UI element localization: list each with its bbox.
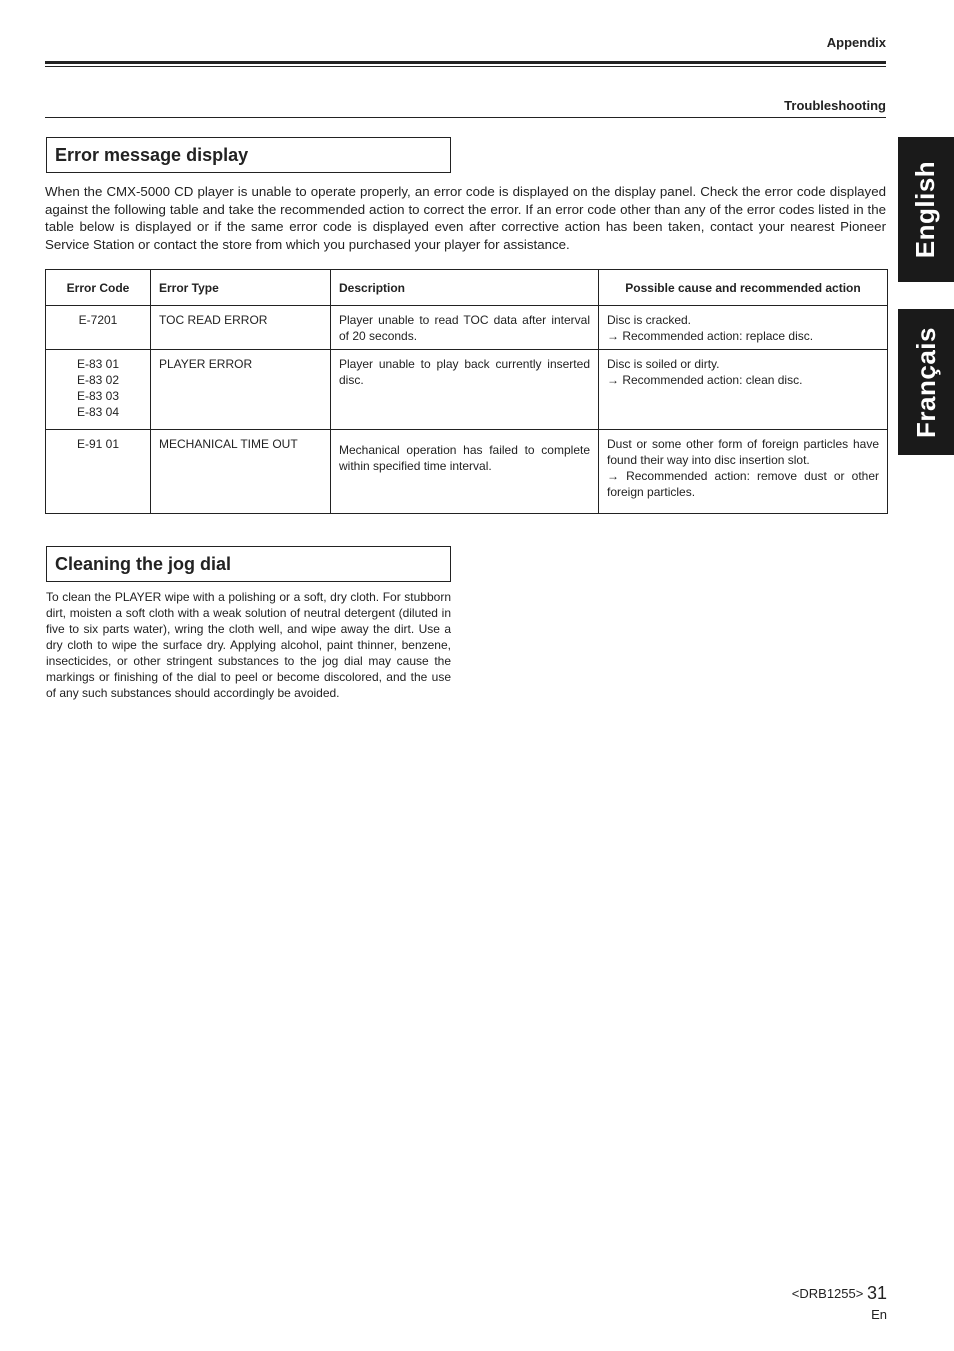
error-code: E-83 02 bbox=[76, 373, 120, 387]
description-cell bbox=[331, 306, 599, 350]
table-header-row bbox=[46, 270, 888, 306]
error-section-intro: When the CMX-5000 CD player is unable to operate properly, an error code is displayed on the display panel. Check the error code displayed against the following table and take the recommended action to correct the error. If an error code other than any of the error codes listed in the table below is displayed or if the same error code is displayed even after corrective action has been taken, contact your nearest Pioneer Service Station or contact the store from which you purchased your player for assistance. bbox=[45, 184, 886, 253]
error-description: Mechanical operation has failed to complete within specified time interval. bbox=[339, 443, 590, 473]
table-row bbox=[46, 350, 888, 430]
page-language: En bbox=[871, 1307, 887, 1322]
error-code-cell bbox=[46, 430, 151, 514]
col-header-cause: Possible cause and recommended action bbox=[599, 270, 888, 306]
recommended-action: → Recommended action: remove dust or other foreign particles. bbox=[607, 469, 879, 499]
section-rule bbox=[45, 117, 886, 118]
col-header-description: Description bbox=[331, 270, 599, 306]
error-code-cell bbox=[46, 306, 151, 350]
col-header-error-type: Error Type bbox=[151, 270, 331, 306]
error-type-cell bbox=[151, 350, 331, 430]
language-tab-francais-label: Français bbox=[910, 326, 941, 438]
description-cell bbox=[331, 350, 599, 430]
error-description: Player unable to read TOC data after interval of 20 seconds. bbox=[339, 313, 590, 343]
error-code-cell bbox=[46, 350, 151, 430]
col-header-error-code: Error Code bbox=[46, 270, 151, 306]
cause-cell bbox=[599, 306, 888, 350]
language-tab-english[interactable] bbox=[898, 137, 954, 282]
page-footer bbox=[700, 1283, 887, 1304]
error-type: MECHANICAL TIME OUT bbox=[159, 437, 298, 451]
error-code: E-7201 bbox=[78, 313, 118, 327]
language-tab-francais[interactable] bbox=[898, 309, 954, 455]
header-rule-thick bbox=[45, 61, 886, 64]
error-type-cell bbox=[151, 430, 331, 514]
chapter-header: Appendix bbox=[826, 35, 886, 50]
error-code: E-83 03 bbox=[76, 389, 120, 403]
cause-text: Dust or some other form of foreign particles have found their way into disc insertion slot. bbox=[607, 437, 879, 467]
cause-cell bbox=[599, 350, 888, 430]
error-code: E-91 01 bbox=[76, 437, 120, 451]
page-number: 31 bbox=[866, 1283, 887, 1303]
error-code: E-83 04 bbox=[76, 405, 120, 419]
document-code: <DRB1255> bbox=[791, 1286, 864, 1301]
error-code-table bbox=[45, 269, 888, 514]
recommended-action: → Recommended action: replace disc. bbox=[607, 329, 814, 343]
cause-text: Disc is cracked. bbox=[607, 313, 692, 327]
jog-section-title: Cleaning the jog dial bbox=[46, 546, 451, 582]
error-description: Player unable to play back currently inserted disc. bbox=[339, 357, 590, 387]
recommended-action: → Recommended action: clean disc. bbox=[607, 373, 803, 387]
table-row bbox=[46, 306, 888, 350]
error-type: PLAYER ERROR bbox=[159, 357, 253, 371]
cause-text: Disc is soiled or dirty. bbox=[607, 357, 720, 371]
header-rule-thin bbox=[45, 66, 886, 67]
error-code: E-83 01 bbox=[76, 357, 120, 371]
table-row bbox=[46, 430, 888, 514]
error-section-title: Error message display bbox=[46, 137, 451, 173]
description-cell bbox=[331, 430, 599, 514]
section-header: Troubleshooting bbox=[784, 98, 886, 113]
error-type-cell bbox=[151, 306, 331, 350]
language-tab-english-label: English bbox=[910, 160, 941, 259]
cause-cell bbox=[599, 430, 888, 514]
jog-section-body: To clean the PLAYER wipe with a polishing or a soft, dry cloth. For stubborn dirt, moisten a soft cloth with a weak solution of neutral detergent (diluted in five to six parts water), wring the cloth well, and wipe away the dirt. Use a dry cloth to wipe the surface dry. Applying alcohol, paint thinner, benzene, insecticides, or other stringent substances to the jog dial may cause the markings or finishing of the dial to peel or become discolored, and the use of any such substances should accordingly be avoided. bbox=[46, 590, 451, 700]
error-type: TOC READ ERROR bbox=[159, 313, 268, 327]
